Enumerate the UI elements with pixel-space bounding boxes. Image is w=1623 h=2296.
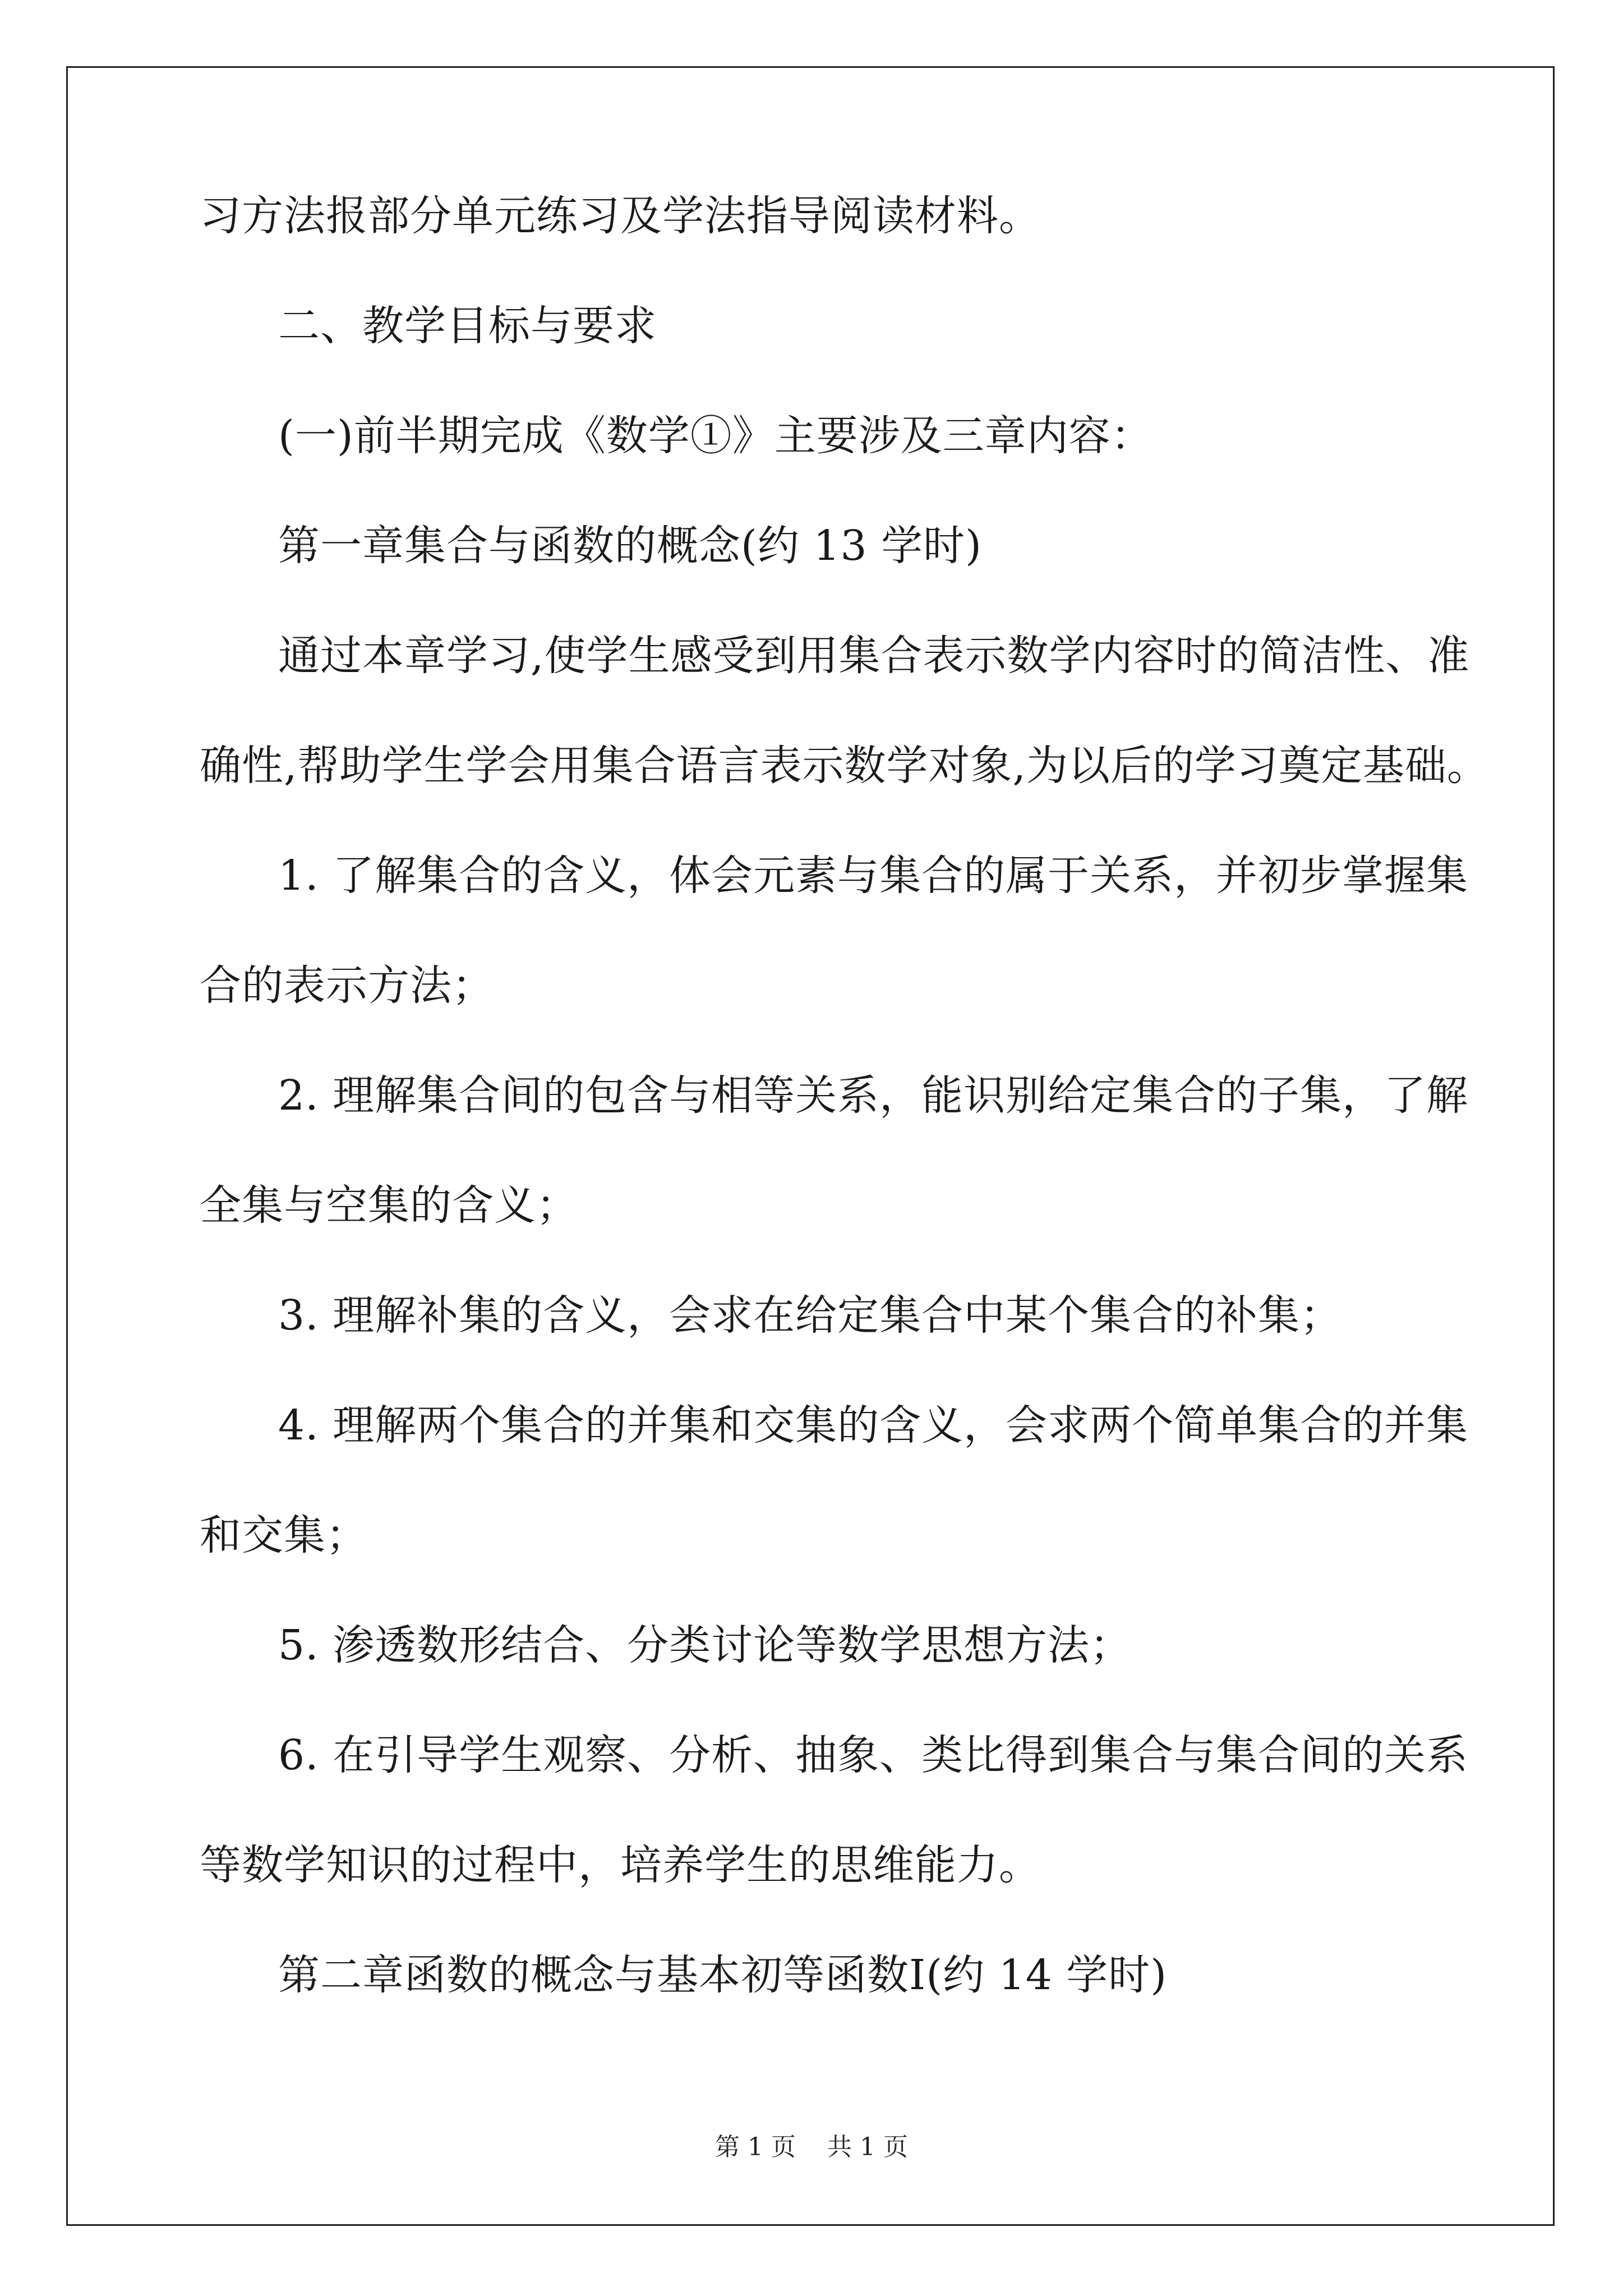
chapter-heading: 第二章函数的概念与基本初等函数Ⅰ(约 14 学时): [278, 1951, 1168, 1999]
paragraph-line: 通过本章学习,使学生感受到用集合表示数学内容时的简洁性、准: [278, 632, 1470, 680]
chapter-heading: 第一章集合与函数的概念(约 13 学时): [278, 522, 982, 570]
list-item-line: 2. 理解集合间的包含与相等关系，能识别给定集合的子集，了解: [278, 1071, 1469, 1120]
section-heading: 二、教学目标与要求: [278, 302, 657, 350]
list-item-line: 合的表示方法；: [200, 961, 494, 1010]
page-total: 共 1 页: [827, 2133, 908, 2161]
paragraph-line: 习方法报部分单元练习及学法指导阅读材料。: [200, 192, 1041, 240]
list-item-line: 全集与空集的含义；: [200, 1181, 578, 1230]
list-item-line: 1. 了解集合的含义，体会元素与集合的属于关系，并初步掌握集: [278, 852, 1469, 900]
list-item-line: 等数学知识的过程中，培养学生的思维能力。: [200, 1841, 1041, 1889]
list-item-line: 和交集；: [200, 1511, 368, 1559]
list-item-line: 5. 渗透数形结合、分类讨论等数学思想方法；: [278, 1621, 1132, 1669]
page-number: 第 1 页: [715, 2133, 796, 2161]
list-item-line: 4. 理解两个集合的并集和交集的含义，会求两个简单集合的并集: [278, 1401, 1469, 1450]
paragraph-line: 确性,帮助学生学会用集合语言表示数学对象,为以后的学习奠定基础。: [200, 742, 1490, 790]
list-item-line: 6. 在引导学生观察、分析、抽象、类比得到集合与集合间的关系: [278, 1731, 1469, 1779]
subsection-heading: (一)前半期完成《数学①》主要涉及三章内容：: [278, 412, 1153, 460]
page-border: [66, 66, 1555, 2226]
page-footer: [0, 2131, 1623, 2164]
list-item-line: 3. 理解补集的含义，会求在给定集合中某个集合的补集；: [278, 1291, 1343, 1340]
